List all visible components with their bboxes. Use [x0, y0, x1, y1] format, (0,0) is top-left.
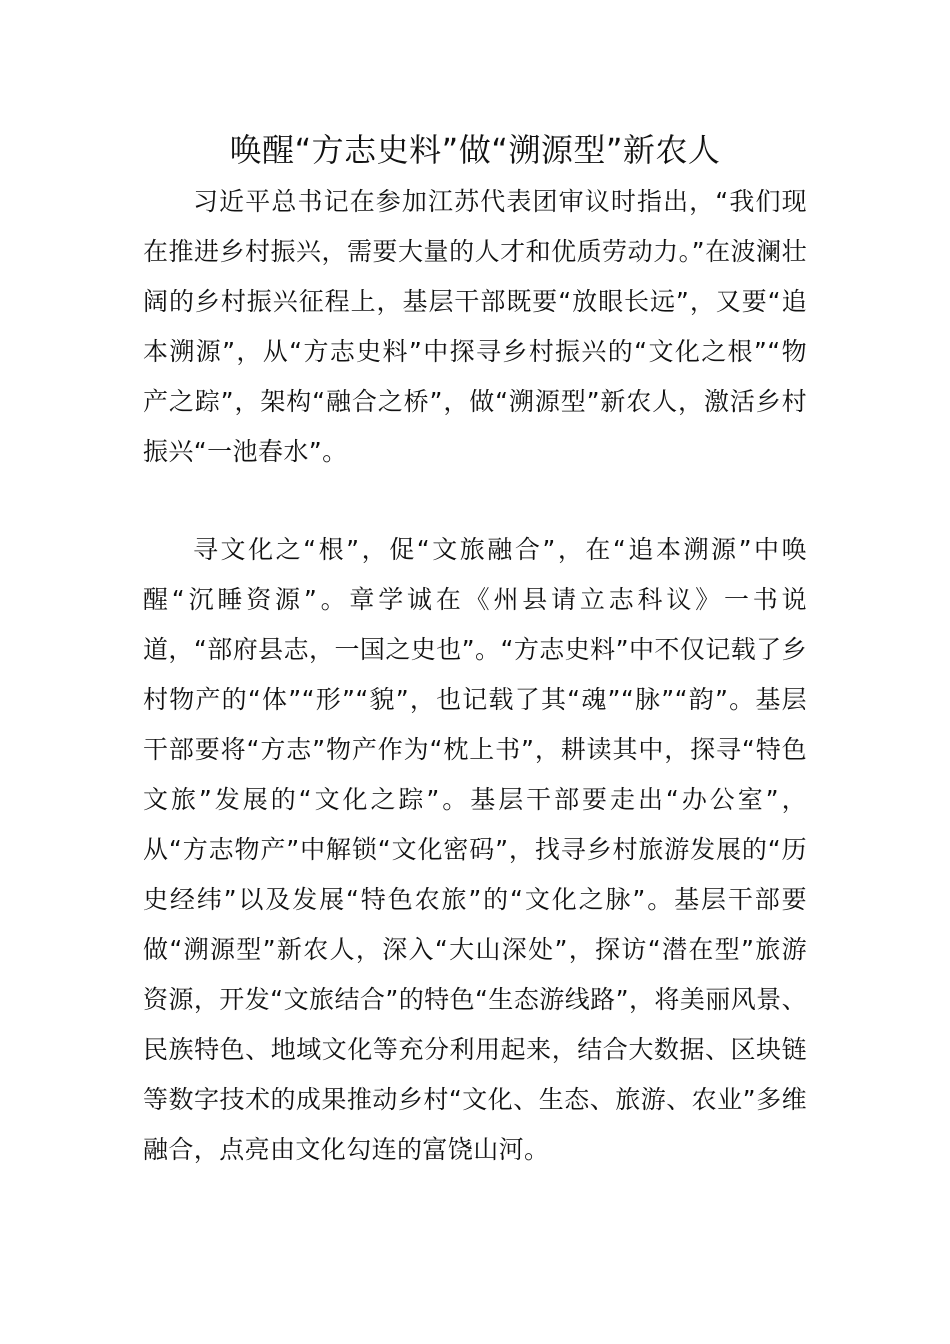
paragraph-intro: 习近平总书记在参加江苏代表团审议时指出，“我们现在推进乡村振兴，需要大量的人才和优质劳动力。”在波澜壮阔的乡村振兴征程上，基层干部既要“放眼长远”，又要“追本溯源”，从“方志史料”中探寻乡村振兴的“文化之根”“物产之踪”，架构“融合之桥”，做“溯源型”新农人，激活乡村振兴“一池春水”。 [143, 187, 807, 466]
paragraph-culture-roots: 寻文化之“根”，促“文旅融合”，在“追本溯源”中唤醒“沉睡资源”。章学诚在《州县请立志科议》一书说道，“部府县志，一国之史也”。“方志史料”中不仅记载了乡村物产的“体”“形”“貌”，也记载了其“魂”“脉”“韵”。基层干部要将“方志”物产作为“枕上书”，耕读其中，探寻“特色文旅”发展的“文化之踪”。基层干部要走出“办公室”，从“方志物产”中解锁“文化密码”，找寻乡村旅游发展的“历史经纬”以及发展“特色农旅”的“文化之脉”。基层干部要做“溯源型”新农人，深入“大山深处”，探访“潜在型”旅游资源，开发“文旅结合”的特色“生态游线路”，将美丽风景、民族特色、地域文化等充分利用起来，结合大数据、区块链等数字技术的成果推动乡村“文化、生态、旅游、农业”多维融合，点亮由文化勾连的富饶山河。 [143, 535, 807, 1164]
document-title: 唤醒“方志史料”做“溯源型”新农人 [229, 131, 721, 169]
